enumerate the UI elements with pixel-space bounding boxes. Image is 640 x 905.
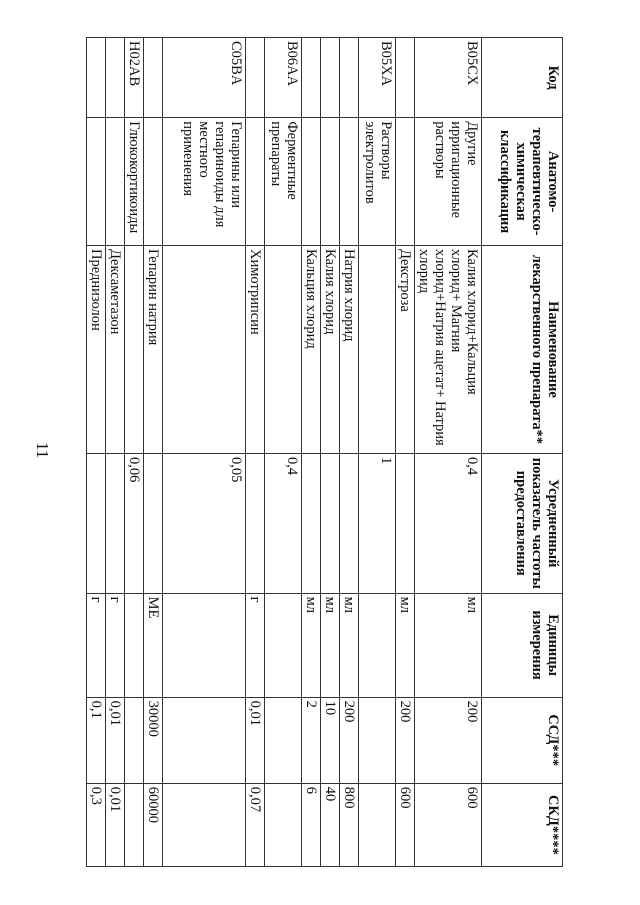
- cell-drug: Натрия хлорид: [340, 245, 359, 453]
- cell-unit: [265, 593, 302, 697]
- cell-frequency: 0,05: [163, 453, 246, 593]
- cell-frequency: [302, 453, 321, 593]
- cell-atc: [321, 118, 340, 246]
- cell-code: H02AB: [125, 38, 144, 118]
- table-header-row: [482, 38, 563, 867]
- cell-atc: Гепарины или гепариноиды для местного применения: [163, 118, 246, 246]
- cell-atc: [144, 118, 163, 246]
- cell-ssd: 0,01: [246, 697, 265, 783]
- cell-frequency: [396, 453, 415, 593]
- header-atc: Анатомо-терапевтическо-химическая классификация: [482, 118, 563, 246]
- cell-code: B06AA: [265, 38, 302, 118]
- cell-ssd: 0,1: [87, 697, 106, 783]
- cell-drug: Преднизолон: [87, 245, 106, 453]
- cell-frequency: 1: [359, 453, 396, 593]
- cell-atc: Ферментные препараты: [265, 118, 302, 246]
- cell-unit: мл: [321, 593, 340, 697]
- table-row: [265, 38, 302, 867]
- cell-skd: 6: [302, 783, 321, 866]
- header-skd: СКД****: [482, 783, 563, 866]
- table-row: [359, 38, 396, 867]
- cell-drug: Калия хлорид+Кальция хлорид+ Магния хлорид+Натрия ацетат+ Натрия хлорид: [415, 245, 482, 453]
- cell-atc: [302, 118, 321, 246]
- cell-unit: мл: [340, 593, 359, 697]
- table-row: [246, 38, 265, 867]
- cell-unit: МЕ: [144, 593, 163, 697]
- cell-unit: г: [87, 593, 106, 697]
- cell-code: B05CX: [415, 38, 482, 118]
- cell-code: [106, 38, 125, 118]
- cell-skd: 0,07: [246, 783, 265, 866]
- cell-skd: 40: [321, 783, 340, 866]
- cell-ssd: 2: [302, 697, 321, 783]
- cell-atc: Растворы электролитов: [359, 118, 396, 246]
- drug-table: [86, 37, 563, 867]
- rotated-table-container: [88, 37, 563, 867]
- cell-drug: Калия хлорид: [321, 245, 340, 453]
- cell-frequency: [321, 453, 340, 593]
- table-row: [125, 38, 144, 867]
- cell-ssd: 200: [340, 697, 359, 783]
- cell-frequency: 0,06: [125, 453, 144, 593]
- header-drug: Наименование лекарственного препарата**: [482, 245, 563, 453]
- cell-frequency: [144, 453, 163, 593]
- table-row: [144, 38, 163, 867]
- cell-skd: [125, 783, 144, 866]
- cell-drug: Кальция хлорид: [302, 245, 321, 453]
- cell-drug: Декстроза: [396, 245, 415, 453]
- cell-code: [340, 38, 359, 118]
- cell-skd: [163, 783, 246, 866]
- cell-drug: [125, 245, 144, 453]
- cell-ssd: [359, 697, 396, 783]
- cell-skd: [265, 783, 302, 866]
- cell-ssd: [163, 697, 246, 783]
- cell-code: [302, 38, 321, 118]
- cell-skd: 0,01: [106, 783, 125, 866]
- cell-unit: [359, 593, 396, 697]
- cell-skd: [359, 783, 396, 866]
- cell-atc: Глюкокортикоиды: [125, 118, 144, 246]
- cell-drug: [359, 245, 396, 453]
- cell-code: C05BA: [163, 38, 246, 118]
- cell-ssd: 0,01: [106, 697, 125, 783]
- cell-code: B05XA: [359, 38, 396, 118]
- table-row: [321, 38, 340, 867]
- header-code: Код: [482, 38, 563, 118]
- cell-unit: мл: [302, 593, 321, 697]
- cell-atc: Другие ирригационные растворы: [415, 118, 482, 246]
- cell-skd: 800: [340, 783, 359, 866]
- cell-ssd: [125, 697, 144, 783]
- table-row: [87, 38, 106, 867]
- cell-skd: 600: [396, 783, 415, 866]
- cell-skd: 0,3: [87, 783, 106, 866]
- table-row: [415, 38, 482, 867]
- cell-ssd: 10: [321, 697, 340, 783]
- cell-code: [144, 38, 163, 118]
- cell-ssd: 200: [396, 697, 415, 783]
- cell-code: [87, 38, 106, 118]
- cell-atc: [87, 118, 106, 246]
- cell-ssd: 200: [415, 697, 482, 783]
- table-row: [396, 38, 415, 867]
- table-row: [163, 38, 246, 867]
- cell-atc: [396, 118, 415, 246]
- cell-code: [396, 38, 415, 118]
- cell-atc: [246, 118, 265, 246]
- table-row: [106, 38, 125, 867]
- header-ssd: ССД***: [482, 697, 563, 783]
- cell-drug: Химотрипсин: [246, 245, 265, 453]
- page-number: 11: [33, 442, 52, 459]
- cell-atc: [106, 118, 125, 246]
- cell-frequency: 0,4: [415, 453, 482, 593]
- cell-frequency: [246, 453, 265, 593]
- cell-ssd: 30000: [144, 697, 163, 783]
- table-row: [302, 38, 321, 867]
- cell-frequency: [340, 453, 359, 593]
- cell-code: [246, 38, 265, 118]
- cell-atc: [340, 118, 359, 246]
- cell-code: [321, 38, 340, 118]
- cell-drug: [265, 245, 302, 453]
- cell-unit: мл: [415, 593, 482, 697]
- cell-drug: [163, 245, 246, 453]
- cell-frequency: 0,4: [265, 453, 302, 593]
- cell-skd: 600: [415, 783, 482, 866]
- header-frequency: Усредненный показатель частоты предоставления: [482, 453, 563, 593]
- table-row: [340, 38, 359, 867]
- cell-frequency: [106, 453, 125, 593]
- cell-frequency: [87, 453, 106, 593]
- cell-drug: Гепарин натрия: [144, 245, 163, 453]
- header-unit: Единицы измерения: [482, 593, 563, 697]
- cell-unit: г: [246, 593, 265, 697]
- cell-drug: Дексаметазон: [106, 245, 125, 453]
- cell-unit: мл: [396, 593, 415, 697]
- cell-unit: [125, 593, 144, 697]
- cell-skd: 60000: [144, 783, 163, 866]
- cell-ssd: [265, 697, 302, 783]
- cell-unit: [163, 593, 246, 697]
- cell-unit: г: [106, 593, 125, 697]
